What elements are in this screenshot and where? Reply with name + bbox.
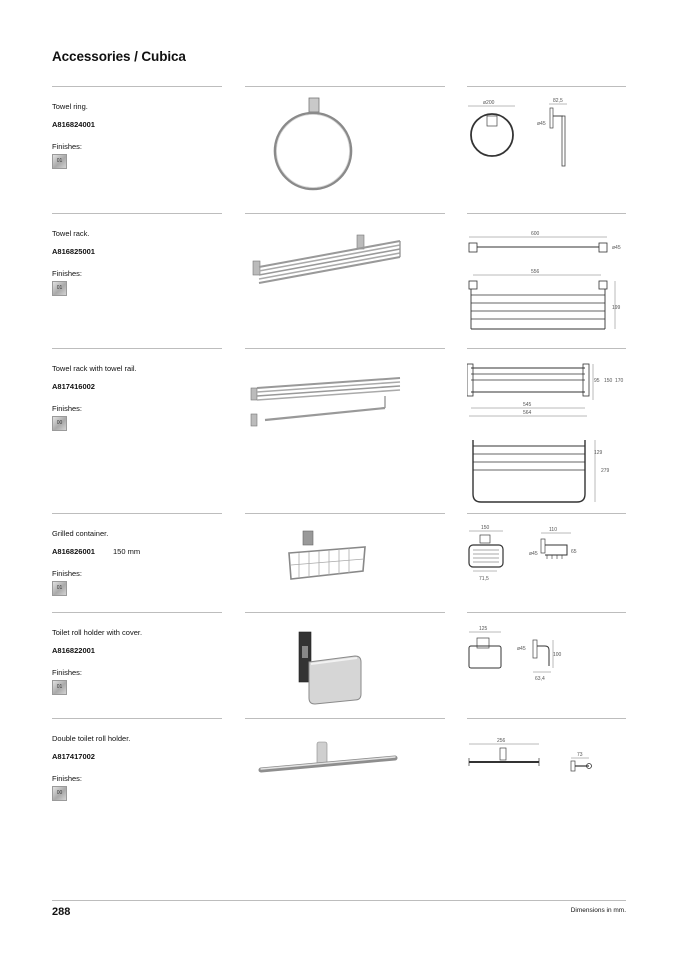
product-code: A816826001 bbox=[52, 547, 95, 556]
dimension-label: 100 bbox=[553, 652, 562, 658]
product-name: Towel ring. bbox=[52, 102, 88, 111]
dimension-label: 600 bbox=[531, 231, 540, 237]
product-name: Towel rack. bbox=[52, 229, 90, 238]
product-towel-rack bbox=[0, 213, 678, 348]
dimension-label: 71,5 bbox=[479, 576, 489, 582]
divider bbox=[245, 348, 445, 349]
page-title: Accessories / Cubica bbox=[52, 49, 186, 64]
finish-swatch: 01 bbox=[52, 281, 67, 296]
divider bbox=[467, 86, 626, 87]
finishes-label: Finishes: bbox=[52, 774, 83, 783]
dimension-label: 199 bbox=[612, 305, 621, 311]
dimension-label: 556 bbox=[531, 269, 540, 275]
dimension-label: 73 bbox=[577, 752, 583, 758]
towel-rack-photo bbox=[245, 223, 445, 303]
product-name: Toilet roll holder with cover. bbox=[52, 628, 143, 637]
divider bbox=[467, 348, 626, 349]
product-name: Grilled container. bbox=[52, 529, 109, 538]
divider bbox=[52, 213, 222, 214]
dimension-label: ø45 bbox=[529, 551, 538, 557]
dimension-label: 95 bbox=[594, 378, 600, 384]
dimension-label: 170 bbox=[615, 378, 624, 384]
dimension-label: 279 bbox=[601, 468, 610, 474]
towel-rack-drawing bbox=[467, 219, 627, 344]
product-code: A816822001 bbox=[52, 646, 95, 655]
product-code: A817417002 bbox=[52, 752, 95, 761]
dimension-label: 564 bbox=[523, 410, 532, 416]
dimension-label: 82,5 bbox=[553, 98, 563, 104]
finishes-label: Finishes: bbox=[52, 404, 83, 413]
toilet-roll-holder-cover-drawing bbox=[467, 618, 627, 688]
divider bbox=[467, 718, 626, 719]
double-toilet-roll-holder-drawing bbox=[467, 724, 627, 784]
dimension-label: ø45 bbox=[537, 121, 546, 127]
divider bbox=[467, 513, 626, 514]
finishes-label: Finishes: bbox=[52, 668, 83, 677]
divider bbox=[52, 612, 222, 613]
dimension-label: 150 bbox=[481, 525, 490, 531]
product-code: A816825001 bbox=[52, 247, 95, 256]
dimension-label: 63,4 bbox=[535, 676, 545, 682]
dimension-label: 125 bbox=[479, 626, 488, 632]
double-toilet-roll-holder-photo bbox=[245, 728, 445, 798]
product-name: Towel rack with towel rail. bbox=[52, 364, 137, 373]
divider bbox=[245, 718, 445, 719]
product-toilet-roll-holder-cover bbox=[0, 612, 678, 719]
product-towel-ring bbox=[0, 86, 678, 214]
dimension-label: ø200 bbox=[483, 100, 495, 106]
grilled-container-drawing bbox=[467, 519, 627, 589]
divider bbox=[52, 718, 222, 719]
divider bbox=[245, 213, 445, 214]
page-number: 288 bbox=[52, 906, 71, 918]
grilled-container-photo bbox=[245, 523, 445, 598]
finishes-label: Finishes: bbox=[52, 269, 83, 278]
towel-rack-rail-photo bbox=[245, 358, 445, 438]
toilet-roll-holder-cover-photo bbox=[245, 622, 445, 707]
finish-swatch: 01 bbox=[52, 581, 67, 596]
product-size: 150 mm bbox=[113, 547, 141, 556]
finish-swatch: 01 bbox=[52, 680, 67, 695]
divider bbox=[245, 513, 445, 514]
dimension-label: 129 bbox=[594, 450, 603, 456]
dimension-label: ø45 bbox=[517, 646, 526, 652]
product-name: Double toilet roll holder. bbox=[52, 734, 131, 743]
dimension-label: 65 bbox=[571, 549, 577, 555]
towel-rack-rail-drawing bbox=[467, 354, 632, 509]
finish-swatch: 00 bbox=[52, 416, 67, 431]
product-towel-rack-with-rail bbox=[0, 348, 678, 513]
divider bbox=[52, 86, 222, 87]
divider bbox=[467, 213, 626, 214]
towel-ring-drawing bbox=[467, 92, 627, 172]
divider bbox=[52, 513, 222, 514]
finishes-label: Finishes: bbox=[52, 569, 83, 578]
towel-ring-photo bbox=[245, 96, 445, 196]
divider bbox=[245, 86, 445, 87]
divider bbox=[467, 612, 626, 613]
dimension-label: 150 bbox=[604, 378, 613, 384]
dimension-label: 256 bbox=[497, 738, 506, 744]
dimension-label: ø45 bbox=[612, 245, 621, 251]
finishes-label: Finishes: bbox=[52, 142, 83, 151]
product-code: A817416002 bbox=[52, 382, 95, 391]
divider bbox=[245, 612, 445, 613]
finish-swatch: 01 bbox=[52, 154, 67, 169]
product-grilled-container bbox=[0, 513, 678, 613]
footer-note: Dimensions in mm. bbox=[570, 907, 626, 914]
dimension-label: 545 bbox=[523, 402, 532, 408]
divider bbox=[52, 348, 222, 349]
finish-swatch: 00 bbox=[52, 786, 67, 801]
product-code: A816824001 bbox=[52, 120, 95, 129]
product-double-toilet-roll-holder bbox=[0, 718, 678, 828]
footer-divider bbox=[52, 900, 626, 901]
dimension-label: 110 bbox=[549, 527, 557, 533]
